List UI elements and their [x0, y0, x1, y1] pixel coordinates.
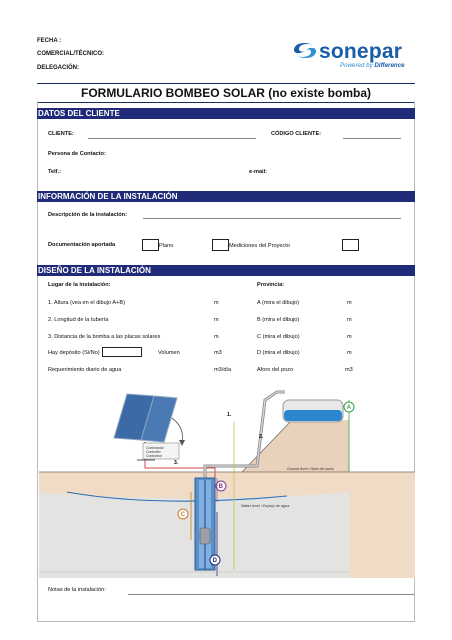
- water-level-label: Water level / Espejo de agua: [241, 504, 290, 508]
- controller-label-2: Controller: [146, 450, 161, 454]
- delegacion-label: DELEGACIÓN:: [37, 65, 79, 71]
- row-b-label: B (mira el dibujo): [257, 317, 300, 323]
- form-title: FORMULARIO BOMBEO SOLAR (no existe bomba): [37, 83, 415, 103]
- mediciones-checkbox[interactable]: [212, 239, 229, 251]
- frame-bottom: [37, 621, 415, 622]
- row-requerimiento-label: Requerimiento diario de agua: [48, 367, 122, 373]
- codigo-cliente-field[interactable]: [343, 138, 401, 139]
- row-distancia-label: 3. Distancia de la bomba a las placas solares: [48, 334, 161, 340]
- section-datos-cliente: DATOS DEL CLIENTE: [37, 108, 415, 119]
- descripcion-field[interactable]: [143, 218, 401, 219]
- row-requerimiento-unit: m3/día: [214, 367, 232, 373]
- documentacion-label: Documentación aportada: [48, 242, 116, 248]
- fecha-label: FECHA :: [37, 38, 62, 44]
- section-informacion: INFORMACIÓN DE LA INSTALACIÓN: [37, 191, 415, 202]
- notas-field[interactable]: [128, 594, 414, 595]
- controller-label-1: Controlador: [146, 446, 164, 450]
- label-3: 3.: [174, 460, 179, 466]
- pump-icon: [200, 528, 210, 544]
- ground-level-label: Ground level / Nivel del suelo: [287, 467, 334, 471]
- lugar-label: Lugar de la instalación:: [48, 282, 111, 288]
- plano-checkbox[interactable]: [142, 239, 159, 251]
- row-b-unit: m: [347, 317, 352, 323]
- row-altura-unit: m: [214, 300, 219, 306]
- contacto-label: Persona de Contacto:: [48, 151, 106, 157]
- b-marker-label: B: [218, 484, 223, 490]
- d-marker-label: D: [212, 558, 217, 564]
- telf-label: Telf.:: [48, 169, 61, 175]
- volumen-label: Volumen: [158, 350, 180, 356]
- water-area: [39, 492, 349, 578]
- notas-label: Notas de la instalación:: [48, 587, 106, 593]
- row-aforo-unit: m3: [345, 367, 353, 373]
- solar-pump-diagram: [37, 380, 415, 578]
- row-deposito-unit: m3: [214, 350, 222, 356]
- logo-wordmark: sonepar: [319, 40, 403, 63]
- provincia-label: Provincia:: [257, 282, 285, 288]
- label-1: 1.: [227, 412, 232, 418]
- row-c-label: C (mira el dibujo): [257, 334, 300, 340]
- row-d-unit: m: [347, 350, 352, 356]
- row-a-label: A (mira el dibujo): [257, 300, 299, 306]
- row-a-unit: m: [347, 300, 352, 306]
- row-deposito-label: Hay depósito (Si/No): [48, 350, 100, 356]
- row-altura-label: 1. Altura (vea en el dibujo A+B): [48, 300, 125, 306]
- logo-tagline: Powered by Difference: [340, 62, 405, 69]
- row-c-unit: m: [347, 334, 352, 340]
- controller-label-3: Controleur: [146, 454, 162, 458]
- sonepar-logo-icon: [291, 40, 319, 62]
- row-aforo-label: Aforo del pozo: [257, 367, 294, 373]
- comercial-label: COMERCIAL/TÉCNICO:: [37, 51, 104, 57]
- plano-label: Plano: [159, 243, 174, 249]
- row-longitud-unit: m: [214, 317, 219, 323]
- c-marker-label: C: [180, 512, 185, 518]
- row-d-label: D (mira el dibujo): [257, 350, 300, 356]
- a-marker-label: A: [346, 405, 351, 411]
- row-longitud-label: 2. Longitud de la tubería: [48, 317, 109, 323]
- cliente-label: CLIENTE:: [48, 131, 74, 137]
- cliente-field[interactable]: [88, 138, 256, 139]
- codigo-cliente-label: CÓDIGO CLIENTE:: [271, 131, 322, 137]
- descripcion-label: Descripción de la instalación:: [48, 212, 127, 218]
- other-checkbox[interactable]: [342, 239, 359, 251]
- email-label: e-mail:: [249, 169, 268, 175]
- mediciones-label: Mediciones del Proyecto: [229, 243, 290, 249]
- section-diseno: DISEÑO DE LA INSTALACIÓN: [37, 265, 415, 276]
- row-distancia-unit: m: [214, 334, 219, 340]
- deposito-input[interactable]: [102, 347, 142, 357]
- label-2: 2.: [259, 434, 264, 440]
